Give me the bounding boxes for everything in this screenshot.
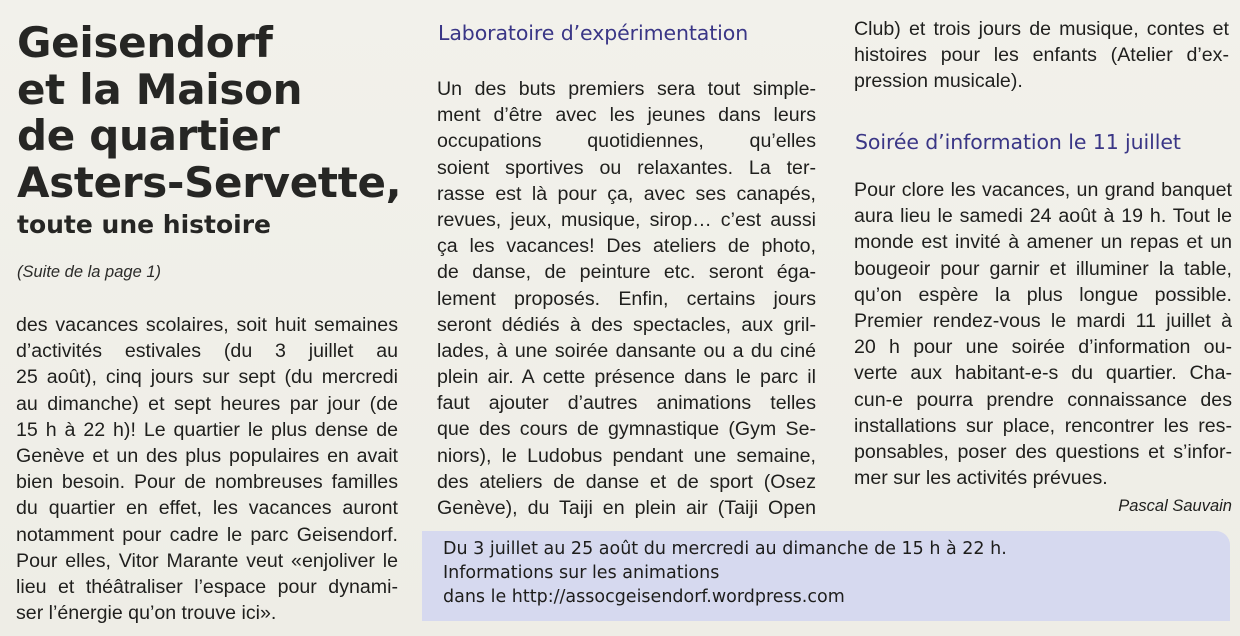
text-line: que des cours de gymnastique (Gym Se- xyxy=(437,418,816,441)
text-line: Premier rendez-vous le mardi 11 juillet à xyxy=(854,309,1232,332)
text-line: de danse, de peinture etc. seront éga- xyxy=(437,261,816,284)
text-line: 25 août), cinq jours sur sept (du mercredi xyxy=(16,366,398,389)
text-line: verte aux habitant-e-s du quartier. Cha- xyxy=(854,362,1232,385)
section-heading-laboratoire: Laboratoire d’expérimentation xyxy=(438,21,749,45)
text-line: aura lieu le samedi 24 août à 19 h. Tout le xyxy=(854,205,1232,228)
info-box-text xyxy=(443,537,1007,609)
text-line: Pour clore les vacances, un grand banquet xyxy=(854,179,1232,201)
text-line: faut ajouter d’autres animations telles xyxy=(437,392,816,415)
text-line: cun-e pourra prendre connaissance des xyxy=(854,388,1232,411)
text-line: histoires pour les enfants (Atelier d’ex- xyxy=(854,44,1229,67)
text-line: plein air. A cette présence dans le parc il xyxy=(437,366,816,389)
text-line: ponsables, poser des questions et s’infor- xyxy=(854,440,1232,463)
info-box xyxy=(422,531,1230,621)
text-line: lades, à une soirée dansante ou a du ciné xyxy=(437,339,816,362)
text-line: Pour elles, Vitor Marante veut «enjoliver le xyxy=(16,549,398,572)
column-1-text xyxy=(16,312,398,626)
text-line: 20 h pour une soirée d’information ou- xyxy=(854,336,1232,359)
column-3-continuation xyxy=(854,16,1229,95)
info-line: Informations sur les animations xyxy=(443,563,720,583)
text-line: pression musicale). xyxy=(854,70,1023,93)
text-line: notamment pour cadre le parc Geisendorf. xyxy=(16,523,398,546)
article-subtitle: toute une histoire xyxy=(17,210,272,239)
text-line: rasse est là pour ça, avec ses canapés, xyxy=(437,182,816,205)
text-line: soient sportives ou relaxantes. La ter- xyxy=(437,156,816,179)
text-line: 15 h à 22 h)! Le quartier le plus dense de xyxy=(16,418,398,441)
text-line: occupations quotidiennes, qu’elles xyxy=(437,130,816,153)
title-line: Asters-Servette, xyxy=(17,157,402,207)
text-line: au dimanche) et sept heures par jour (de xyxy=(16,392,398,415)
text-line: ser l’énergie qu’on trouve ici». xyxy=(16,602,277,625)
text-line: bougeoir pour garnir et illuminer la table, xyxy=(854,257,1232,280)
text-line: seront dédiés à des spectacles, aux gril- xyxy=(437,313,816,336)
article-header xyxy=(17,20,401,282)
section-heading-soiree: Soirée d’information le 11 juillet xyxy=(855,130,1181,154)
text-line: revues, jeux, musique, sirop… c’est aussi xyxy=(437,208,816,231)
author-signature: Pascal Sauvain xyxy=(1118,497,1232,516)
text-line: mer sur les activités prévues. xyxy=(854,467,1108,490)
text-line: d’activités estivales (du 3 juillet au xyxy=(16,340,398,363)
text-line: lement proposés. Enfin, certains jours xyxy=(437,287,816,310)
column-3-text xyxy=(854,177,1232,519)
column-2-text xyxy=(437,76,816,521)
text-line: Genève), du Taiji en plein air (Taiji Open xyxy=(437,497,816,519)
continued-note: (Suite de la page 1) xyxy=(17,263,162,281)
text-line: qu’on espère la plus longue possible. xyxy=(854,283,1232,306)
text-line: ça les vacances! Des ateliers de photo, xyxy=(437,235,816,258)
info-line: Du 3 juillet au 25 août du mercredi au dimanche de 15 h à 22 h. xyxy=(443,539,1007,559)
info-line-url[interactable]: dans le http://assocgeisendorf.wordpress.com xyxy=(443,587,845,607)
text-line: Club) et trois jours de musique, contes et xyxy=(854,18,1229,40)
text-line: Genève et un des plus populaires en avait xyxy=(16,444,398,467)
text-line: Un des buts premiers sera tout simple- xyxy=(437,78,816,100)
text-line: lieu et théâtraliser l’espace pour dynami- xyxy=(16,575,398,598)
text-line: des ateliers de danse et de sport (Osez xyxy=(437,470,816,493)
title-line: Geisendorf xyxy=(17,18,273,67)
text-line: bien besoin. Pour de nombreuses familles xyxy=(16,471,398,494)
text-line: niors), le Ludobus pendant une semaine, xyxy=(437,444,816,467)
text-line: des vacances scolaires, soit huit semaines xyxy=(16,314,398,336)
text-line: installations sur place, rencontrer les res- xyxy=(854,414,1232,437)
text-line: ment d’être avec les jeunes dans leurs xyxy=(437,104,816,127)
text-line: monde est invité à amener un repas et un xyxy=(854,231,1232,254)
article-title xyxy=(17,20,401,206)
text-line: du quartier en effet, les vacances auront xyxy=(16,497,398,520)
title-line: de quartier xyxy=(17,111,280,160)
title-line: et la Maison xyxy=(17,64,303,114)
